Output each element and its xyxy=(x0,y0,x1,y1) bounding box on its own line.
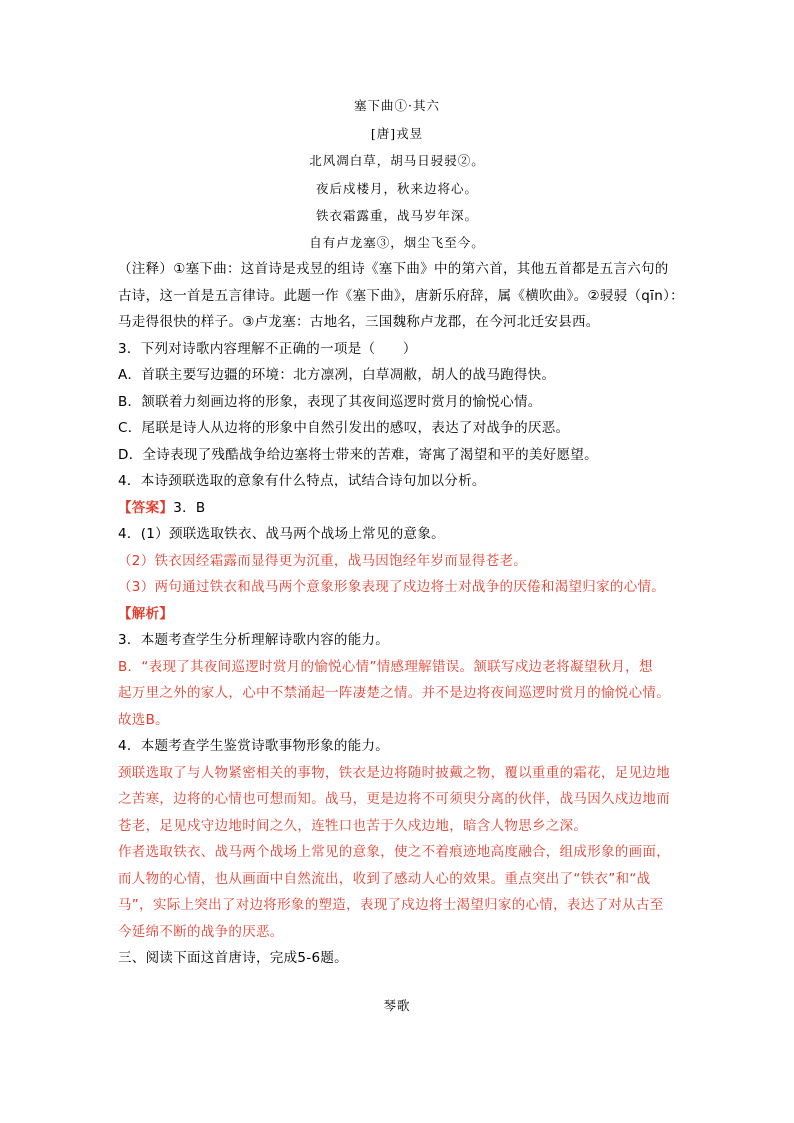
answer-label: 【答案】 xyxy=(118,499,174,516)
main-text xyxy=(118,256,686,972)
answer-q4-line: 4．(1）颈联选取铁衣、战马两个战场上常见的意象。 xyxy=(118,526,445,542)
analysis-label: 【解析】 xyxy=(118,605,174,622)
analysis-q3-line: B．“表现了其夜间巡逻时赏月的愉悦心情”情感理解错误。颔联写戍边老将凝望秋月，想 xyxy=(118,658,653,675)
analysis-q3-line: 故选B。 xyxy=(118,711,169,728)
notes-line: （注释）①塞下曲：这首诗是戎昱的组诗《塞下曲》中的第六首，其他五首都是五言六句的 xyxy=(118,261,669,277)
poem-title: 塞下曲①·其六 xyxy=(354,98,440,113)
next-poem-title: 琴歌 xyxy=(383,998,411,1013)
question-4-stem: 4．本诗颈联选取的意象有什么特点，试结合诗句加以分析。 xyxy=(118,473,486,489)
analysis-q4-intro: 4．本题考查学生鉴赏诗歌事物形象的能力。 xyxy=(118,738,390,754)
analysis-q4-line: 颈联选取了与人物紧密相关的事物，铁衣是边将随时披戴之物，覆以重重的霜花，足见边地 xyxy=(118,764,670,781)
answer-line xyxy=(118,495,686,522)
analysis-q4-line: 而人物的心情，也从画面中自然流出，收到了感动人心的效果。重点突出了“铁衣”和“战 xyxy=(118,870,651,887)
poem-line: 自有卢龙塞③，烟尘飞至今。 xyxy=(309,235,485,250)
analysis-q4-line: 马”，实际上突出了对边将形象的塑造，表现了戍边将士渴望归家的心情，表达了对从古至 xyxy=(118,897,664,913)
question-3-stem: 3．下列对诗歌内容理解不正确的一项是（ ） xyxy=(118,340,417,357)
notes-line: 马走得很快的样子。③卢龙塞：古地名，三国魏称卢龙郡，在今河北迁安县西。 xyxy=(118,314,600,330)
section-3-heading: 三、阅读下面这首唐诗，完成5-6题。 xyxy=(118,950,348,966)
option-a: A．首联主要写边疆的环境：北方凛冽，白草凋敝，胡人的战马跑得快。 xyxy=(118,367,556,383)
analysis-q4-line: 作者选取铁衣、战马两个战场上常见的意象，使之不着痕迹地高度融合，组成形象的画面， xyxy=(118,844,670,860)
notes-line: 古诗，这一首是五言律诗。此题一作《塞下曲》，唐新乐府辞，属《横吹曲》。②骎骎（qīn）： xyxy=(118,287,684,304)
analysis-q4-line: 今延绵不断的战争的厌恶。 xyxy=(118,923,284,940)
option-d: D．全诗表现了残酷战争给边塞将士带来的苦难，寄寓了渴望和平的美好愿望。 xyxy=(118,446,598,463)
option-c: C．尾联是诗人从边将的形象中自然引发出的感叹，表达了对战争的厌恶。 xyxy=(118,420,570,436)
poem-author: [唐]戎昱 xyxy=(370,126,424,141)
analysis-q4-line: 之苦寒，边将的心情也可想而知。战马，更是边将不可须臾分离的伙伴，战马因久戍边地而 xyxy=(118,791,670,807)
poem-line: 铁衣霜露重，战马岁年深。 xyxy=(315,208,478,223)
answer-q4-line: （3）两句通过铁衣和战马两个意象形象表现了戍边将士对战争的厌倦和渴望归家的心情。 xyxy=(118,579,666,595)
analysis-q3-intro: 3．本题考查学生分析理解诗歌内容的能力。 xyxy=(118,632,390,648)
answer-q4-line: （2）铁衣因经霜露而显得更为沉重，战马因饱经年岁而显得苍老。 xyxy=(118,552,528,569)
analysis-q3-line: 起万里之外的家人，心中不禁涌起一阵凄楚之情。并不是边将夜间巡逻时赏月的愉悦心情。 xyxy=(118,685,670,701)
poem-line: 北风凋白草，胡马日骎骎②。 xyxy=(309,153,485,168)
answer-q3: 3．B xyxy=(173,499,206,516)
poem-line: 夜后戍楼月，秋来边将心。 xyxy=(315,181,478,196)
option-b: B．颔联着力刻画边将的形象，表现了其夜间巡逻时赏月的愉悦心情。 xyxy=(118,393,542,410)
analysis-q4-line: 苍老，足见戍守边地时间之久，连牲口也苦于久戍边地，暗含人物思乡之深。 xyxy=(118,817,588,834)
